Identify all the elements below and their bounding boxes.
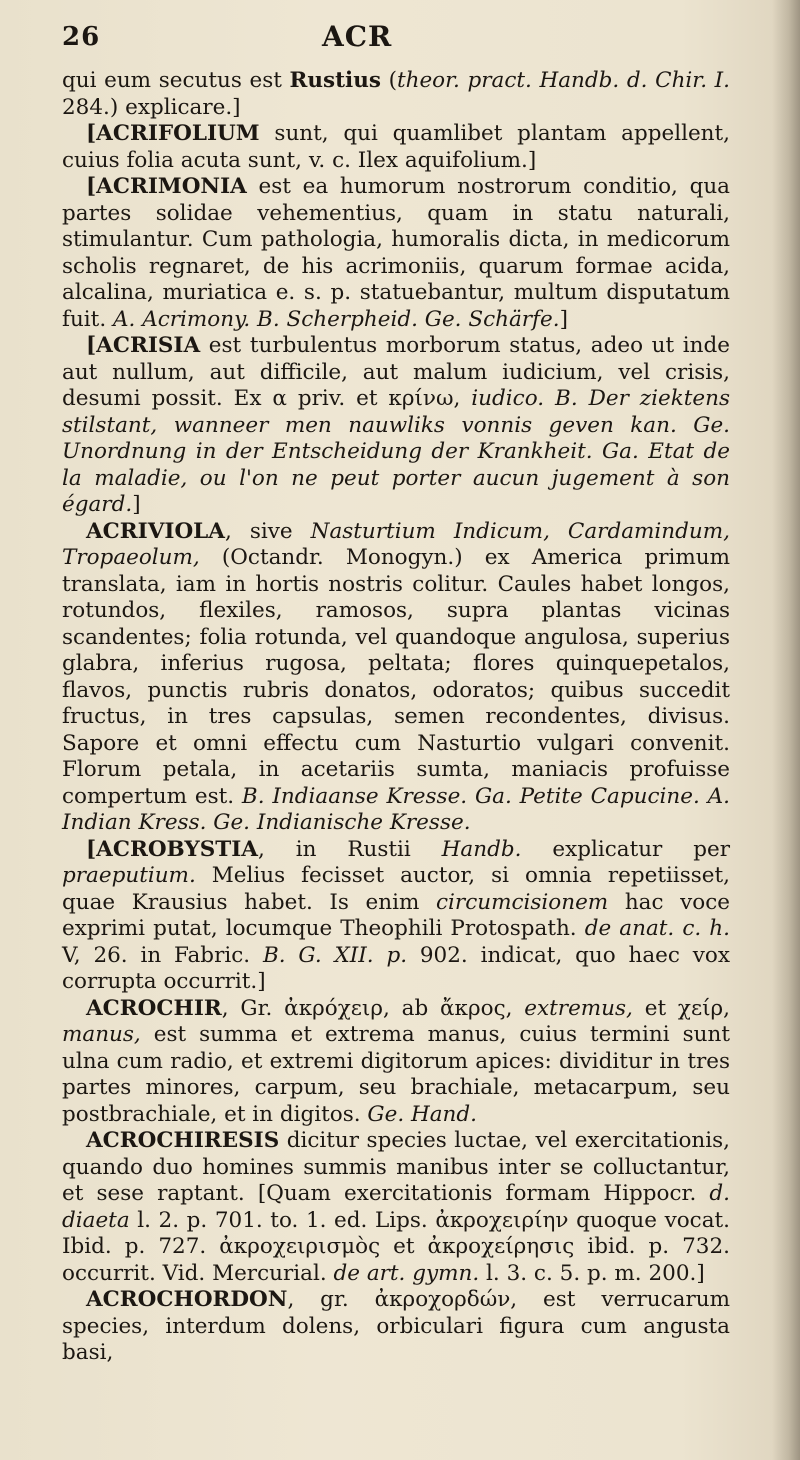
text-run: , gr. ἀκροχορδών, est verrucarum species, interdum dolens, orbiculari figura cum angusta basi,	[62, 1287, 730, 1365]
dictionary-text	[62, 68, 730, 1367]
text-run: (	[380, 68, 397, 93]
italic-run: praeputium.	[62, 863, 196, 888]
italic-run: B. G. XII. p.	[262, 942, 408, 968]
text-run: Melius fecisset auctor, si omnia repetiisset, quae Krausius habet. Is enim	[62, 863, 730, 915]
headword: [ACRISIA	[86, 333, 201, 358]
text-run: , in Rustii	[257, 836, 442, 862]
headword: ACROCHIR	[86, 995, 222, 1021]
headword: [ACROBYSTIA	[86, 836, 258, 862]
headword: Rustius	[289, 68, 381, 93]
text-run: hac voce exprimi putat, locumque Theophili Protospath.	[62, 889, 730, 941]
italic-run: circumcisionem	[436, 889, 609, 915]
headword: [ACRIMONIA	[86, 174, 247, 199]
italic-run: d. diaeta	[62, 1181, 730, 1233]
text-run: ]	[559, 306, 568, 332]
text-run: dicitur species luctae, vel exercitationis, quando duo homines summis manibus inter se colluctantur, et sese raptant. [Quam exercitationis formam Hippocr.	[62, 1128, 730, 1206]
italic-run: extremus,	[524, 995, 633, 1021]
running-head: ACR	[322, 20, 393, 53]
text-run: ]	[132, 492, 141, 517]
text-run: 284.) explicare.]	[62, 94, 241, 120]
entry-continuation	[62, 68, 730, 121]
italic-run: B. Der ziektens stilstant, wanneer men nauwliks vonnis geven kan. Ge. Unordnung in der Entscheidung der Krankheit. Ga. Etat de la maladie, ou l'on ne peut porter aucun jugement à son égard.	[62, 386, 730, 517]
text-run: sunt, qui quamlibet plantam appellent, cuius folia acuta sunt, v. c. Ilex aquifolium.]	[62, 121, 730, 173]
text-run: est ea humorum nostrorum conditio, qua partes solidae vehementius, quam in statu naturali, stimulantur. Cum pathologia, humoralis dicta, in medicorum scholis regnaret, de his acrimoniis, quarum formae acida, alcalina, muriatica e. s. p. statuebantur, multum disputatum fuit.	[62, 174, 730, 332]
italic-run: manus,	[62, 1022, 141, 1047]
entry-acrimonia	[62, 174, 730, 333]
page-number: 26	[62, 22, 101, 52]
italic-run: Ge. Hand.	[367, 1101, 478, 1127]
entry-acrisia	[62, 333, 730, 519]
entry-acrobystia	[62, 837, 730, 996]
text-run: V, 26. in Fabric.	[62, 942, 263, 968]
headword: ACROCHORDON	[86, 1287, 288, 1312]
italic-run: Handb.	[441, 836, 522, 862]
text-run: est summa et extrema manus, cuius termini sunt ulna cum radio, et extremi digitorum apices: dividitur in tres partes minores, carpum, seu brachiale, metacarpum, seu postbrachiale, et in digitos.	[62, 1022, 730, 1127]
headword: [ACRIFOLIUM	[86, 121, 260, 146]
text-run: qui eum secutus est	[62, 68, 290, 93]
text-run: , Gr. ἀκρόχειρ, ab ἄκρος,	[221, 995, 525, 1021]
page-edge-shadow	[772, 0, 800, 1460]
entry-acriviola	[62, 519, 730, 837]
italic-run: de art. gymn.	[333, 1260, 480, 1286]
entry-acrifolium	[62, 121, 730, 174]
italic-run: B. Indiaanse Kresse. Ga. Petite Capucine. A. Indian Kress. Ge. Indianische Kresse.	[62, 783, 730, 835]
italic-run: Nasturtium Indicum, Cardamindum, Tropaeolum,	[62, 518, 730, 570]
text-run	[544, 386, 555, 411]
entry-acrocheiresis	[62, 1128, 730, 1287]
page-header	[62, 20, 722, 60]
italic-run: theor. pract. Handb. d. Chir. I.	[396, 68, 730, 93]
italic-run: iudico.	[471, 386, 545, 411]
text-run: l. 3. c. 5. p. m. 200.]	[479, 1260, 705, 1286]
italic-run: A. Acrimony. B. Scherpheid. Ge. Schärfe.	[113, 306, 560, 332]
text-run: explicatur per	[521, 836, 730, 862]
entry-acrochordon	[62, 1287, 730, 1367]
headword: ACRIVIOLA	[86, 518, 225, 544]
text-run: , sive	[224, 518, 311, 544]
text-run: (Octandr. Monogyn.) ex America primum translata, iam in hortis nostris colitur. Caules habet longos, rotundos, flexiles, ramosos, supra plantas vicinas scandentes; folia rotunda, vel quandoque angulosa, superius glabra, inferius rugosa, peltata; flores quinquepetalos, flavos, punctis rubris donatos, odoratos; quibus succedit fructus, in tres capsulas, semen recondentes, divisus. Sapore et omni effectu cum Nasturtio vulgari convenit. Florum petala, in acetariis sumta, maniacis profuisse compertum est.	[62, 545, 730, 809]
text-run: l. 2. p. 701. to. 1. ed. Lips. ἀκροχειρίην quoque vocat. Ibid. p. 727. ἀκροχειρισμὸς et ἀκροχείρησις ibid. p. 732. occurrit. Vid. Mercurial.	[62, 1207, 730, 1286]
italic-run: de anat. c. h.	[584, 916, 730, 941]
text-run: et χείρ,	[632, 995, 730, 1021]
headword: ACROCHIRESIS	[86, 1128, 280, 1153]
entry-acrocheir	[62, 996, 730, 1129]
text-run: 902. indicat, quo haec vox corrupta occurrit.]	[62, 942, 730, 994]
text-run: est turbulentus morborum status, adeo ut inde aut nullum, aut difficile, aut malum iudicium, vel crisis, desumi possit. Ex α priv. et κρίνω,	[62, 333, 730, 411]
